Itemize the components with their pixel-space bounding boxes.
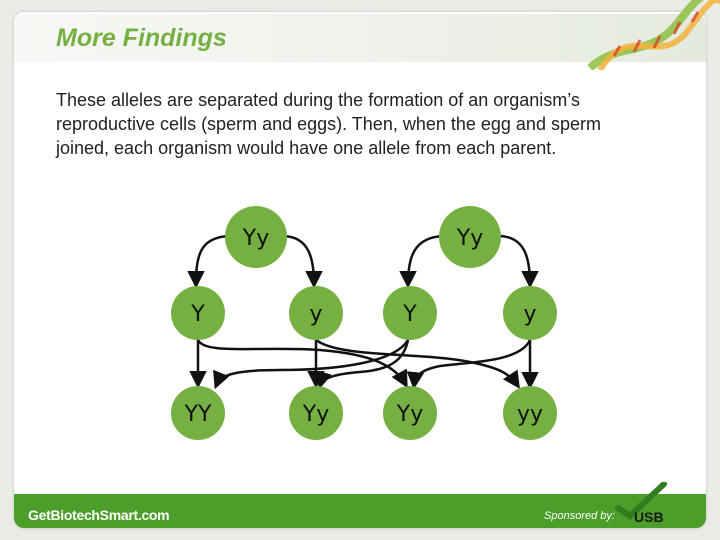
gamete-3-label: Y	[403, 302, 417, 327]
offspring-node-1	[171, 386, 225, 440]
arrow-parent1-to-y	[282, 236, 314, 285]
footer-sponsor: Sponsored by:	[544, 510, 615, 522]
gamete-node-2	[289, 286, 343, 340]
arrow-parent2-to-y	[498, 236, 530, 285]
gamete-2-label: y	[309, 302, 323, 327]
parent-node-1	[225, 206, 287, 268]
gamete-1-label: Y	[191, 302, 205, 327]
parent-2-label: Yy	[456, 226, 484, 251]
offspring-3-label: Yy	[396, 402, 424, 427]
gamete-4-label: y	[523, 302, 537, 327]
offspring-1-label: YY	[184, 402, 212, 427]
parent-node-2	[439, 206, 501, 268]
parent-1-label: Yy	[242, 226, 270, 251]
offspring-4-label: yy	[516, 402, 544, 427]
footer-brand: GetBiotechSmart.com	[28, 507, 170, 523]
offspring-node-4	[503, 386, 557, 440]
usb-logo-text: USB	[634, 509, 664, 525]
offspring-node-2	[289, 386, 343, 440]
gamete-node-1	[171, 286, 225, 340]
usb-logo-icon	[612, 482, 672, 528]
offspring-node-3	[383, 386, 437, 440]
body-paragraph: These alleles are separated during the formation of an organism’s reproductive cells (sperm and eggs). Then, when the egg and sperm joined, each organism would have one allele from each parent.	[56, 90, 601, 158]
offspring-2-label: Yy	[302, 402, 330, 427]
gamete-node-4	[503, 286, 557, 340]
gamete-node-3	[383, 286, 437, 340]
slide-title: More Findings	[56, 24, 227, 52]
arrow-Y1-to-Yy2	[198, 340, 406, 385]
